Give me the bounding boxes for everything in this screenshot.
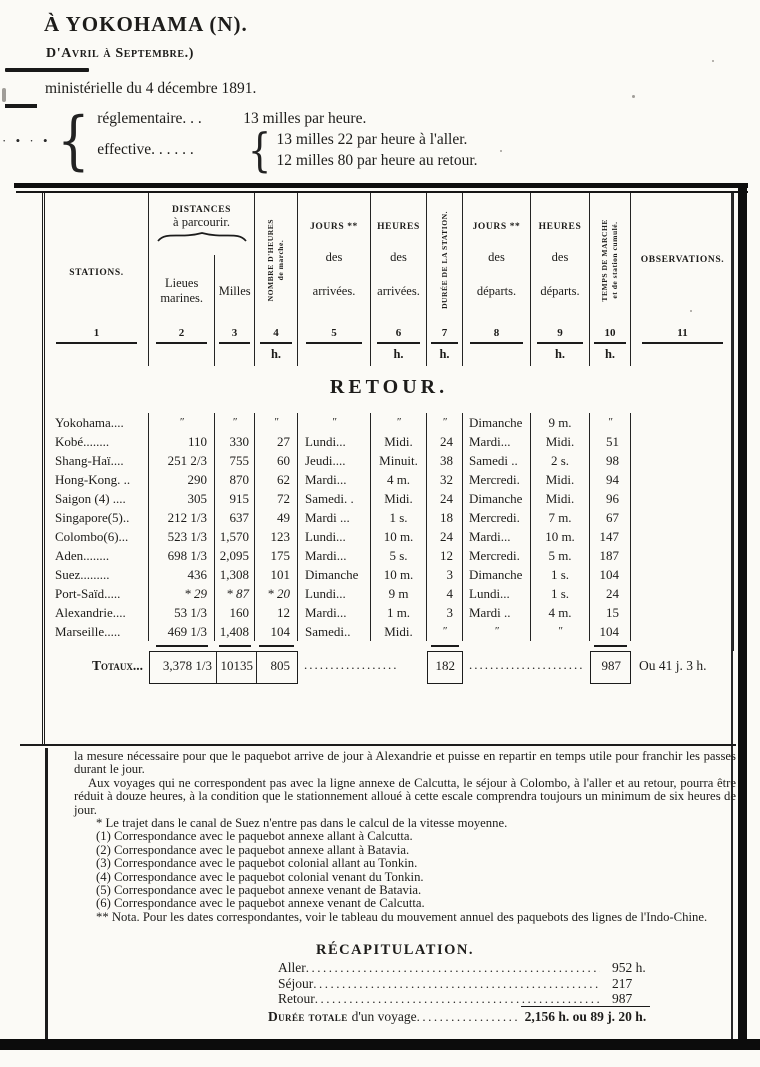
margin-dots: · • · •: [2, 133, 51, 148]
table-cell-r6c9: 10 m.: [531, 527, 590, 546]
table-cell-r4c4: 72: [255, 489, 298, 508]
table-cell-r1c9: Midi.: [531, 432, 590, 451]
table-cell-r5c3: 637: [215, 508, 255, 527]
table-cell-r10c2: 53 1/3: [149, 603, 215, 622]
table-cell-r11c6: Midi.: [371, 622, 427, 641]
unit-blank: [215, 344, 255, 366]
table-cell-r4c7: 24: [427, 489, 463, 508]
sum-rule: [594, 645, 627, 647]
table-cell-r0c10: ″: [590, 413, 631, 432]
scan-speck: [712, 60, 714, 62]
lieues-line2: marines.: [160, 291, 204, 305]
recap-total-row: [268, 1006, 720, 1025]
table-cell-r4c9: Midi.: [531, 489, 590, 508]
speed-row-reglementaire: [97, 110, 477, 128]
heures-arr-line3: arrivées.: [377, 283, 420, 298]
unit-blank: [631, 344, 734, 366]
dotted-leader: [306, 960, 600, 976]
temps-marche-line2: et de station cumulé.: [610, 221, 619, 299]
col-header-observations: [631, 193, 734, 327]
unit-blank: [463, 344, 531, 366]
table-cell-r3c8: Mercredi.: [463, 470, 531, 489]
units-row: [45, 344, 734, 366]
col-header-temps-marche: [590, 193, 631, 327]
scan-speck: [500, 150, 502, 152]
jours-arr-line3: arrivées.: [312, 283, 356, 298]
table-cell-r8c4: 101: [255, 565, 298, 584]
table-cell-r10c11: [631, 603, 734, 622]
table-cell-r6c11: [631, 527, 734, 546]
table-cell-r1c11: [631, 432, 734, 451]
unit-h-col6: h.: [371, 344, 427, 366]
table-cell-r5c1: Singapore(5)..: [45, 508, 149, 527]
table-cell-r0c5: ″: [298, 413, 371, 432]
table-cell-r7c2: 698 1/3: [149, 546, 215, 565]
masthead-rule: [5, 68, 89, 72]
table-cell-r1c8: Mardi...: [463, 432, 531, 451]
heures-dep-line2: des: [551, 250, 569, 264]
table-cell-r8c1: Suez.........: [45, 565, 149, 584]
table-cell-r10c9: 4 m.: [531, 603, 590, 622]
table-cell-r6c8: Mardi...: [463, 527, 531, 546]
heures-arr-line1: HEURES: [377, 221, 420, 232]
number-underline: [156, 342, 207, 344]
heures-dep-line1: HEURES: [538, 221, 582, 232]
sum-rule: [156, 645, 209, 647]
table-cell-r2c7: 38: [427, 451, 463, 470]
col-number-1: 1: [45, 327, 149, 344]
col-number-9: 9: [531, 327, 590, 344]
table-cell-r5c2: 212 1/3: [149, 508, 215, 527]
dotted-leader: [417, 1009, 521, 1025]
unit-blank: [298, 344, 371, 366]
inner-brace-icon: {: [248, 123, 272, 177]
totals-label: Totaux...: [92, 658, 143, 673]
temps-marche-line1: TEMPS DE MARCHE: [600, 218, 609, 302]
totals-dots-departs: ......................: [469, 657, 585, 672]
table-cell-r0c8: Dimanche: [463, 413, 531, 432]
speed-row-effective: [97, 123, 478, 177]
table-cell-r1c10: 51: [590, 432, 631, 451]
number-underline: [306, 342, 362, 344]
col-number-8: 8: [463, 327, 531, 344]
table-cell-r8c3: 1,308: [215, 565, 255, 584]
distances-group-title: [156, 193, 248, 255]
table-cell-r4c2: 305: [149, 489, 215, 508]
frame-bottom-border: [0, 1039, 760, 1050]
table-cell-r10c3: 160: [215, 603, 255, 622]
effective-label: effective. . . . . .: [97, 141, 194, 158]
effective-aller: 13 milles 22 par heure à l'aller.: [276, 131, 468, 148]
number-underline: [642, 342, 722, 344]
lieues-line1: Lieues: [165, 276, 199, 290]
table-cell-r10c5: Mardi...: [298, 603, 371, 622]
page-subtitle: D'Avril à Septembre.): [46, 46, 195, 61]
column-number-row: [45, 327, 734, 344]
table-cell-r7c4: 175: [255, 546, 298, 565]
table-cell-r10c8: Mardi ..: [463, 603, 531, 622]
table-cell-r11c1: Marseille.....: [45, 622, 149, 641]
scan-speck: [2, 88, 6, 102]
section-retour: [45, 366, 734, 413]
table-cell-r5c9: 7 m.: [531, 508, 590, 527]
scan-speck: [632, 95, 635, 98]
col-number-10: 10: [590, 327, 631, 344]
table-cell-r0c11: [631, 413, 734, 432]
col-number-2: 2: [149, 327, 215, 344]
recap-items: [278, 960, 698, 1007]
table-cell-r5c11: [631, 508, 734, 527]
stations-label: STATIONS.: [69, 268, 124, 278]
number-underline: [260, 342, 293, 344]
table-cell-r7c11: [631, 546, 734, 565]
page-title: À YOKOHAMA (N).: [44, 12, 248, 36]
table-cell-r7c8: Mercredi.: [463, 546, 531, 565]
overbrace-icon: [156, 230, 248, 243]
effective-values: [277, 129, 478, 171]
totals-lieues: 3,378 1/3: [162, 658, 212, 673]
distances-caps: DISTANCES: [171, 205, 232, 215]
number-underline: [219, 342, 249, 344]
recap-title: RÉCAPITULATION.: [316, 942, 474, 958]
table-cell-r9c4: * 20: [255, 584, 298, 603]
jours-dep-line3: départs.: [476, 283, 517, 298]
table-cell-r8c2: 436: [149, 565, 215, 584]
table-cell-r6c6: 10 m.: [371, 527, 427, 546]
reglementaire-value: 13 milles par heure.: [243, 110, 367, 127]
table-cell-r9c5: Lundi...: [298, 584, 371, 603]
totals-milles: 10135: [216, 652, 256, 683]
table-cell-r10c1: Alexandrie....: [45, 603, 149, 622]
table-cell-r6c10: 147: [590, 527, 631, 546]
col-header-heures-departs: [531, 193, 590, 327]
col-header-lieues: [149, 255, 214, 327]
table-cell-r4c11: [631, 489, 734, 508]
table-cell-r0c4: ″: [255, 413, 298, 432]
table-cell-r7c10: 187: [590, 546, 631, 565]
table-cell-r2c6: Minuit.: [371, 451, 427, 470]
heures-marche-label: [266, 219, 286, 301]
table-cell-r0c2: ″: [149, 413, 215, 432]
table-top-border: [14, 183, 748, 188]
section-title: RETOUR.: [329, 376, 449, 398]
table-cell-r1c7: 24: [427, 432, 463, 451]
number-underline: [377, 342, 420, 344]
table-cell-r7c7: 12: [427, 546, 463, 565]
sum-rule: [219, 645, 251, 647]
footnote-star: * Le trajet dans le canal de Suez n'entre pas dans le calcul de la vitesse moyenne.: [96, 816, 508, 831]
col-header-jours-arrivees: [298, 193, 371, 327]
temps-marche-label: [600, 219, 620, 302]
col-number-11: 11: [631, 327, 734, 344]
col-number-6: 6: [371, 327, 427, 344]
col-header-distances-group: [149, 193, 255, 327]
table-cell-r11c4: 104: [255, 622, 298, 641]
jours-arr-line1: JOURS **: [310, 221, 358, 232]
table-cell-r3c4: 62: [255, 470, 298, 489]
duree-station-line: DURÉE DE LA STATION.: [439, 211, 449, 309]
table-cell-r7c3: 2,095: [215, 546, 255, 565]
footnote-3: (3) Correspondance avec le paquebot colonial allant au Tonkin.: [96, 856, 418, 871]
col-number-4: 4: [255, 327, 298, 344]
table-cell-r5c8: Mercredi.: [463, 508, 531, 527]
number-underline: [594, 342, 625, 344]
duree-station-label: [440, 211, 450, 309]
table-cell-r2c3: 755: [215, 451, 255, 470]
table-cell-r4c1: Saigon (4) ....: [45, 489, 149, 508]
table-cell-r5c5: Mardi ...: [298, 508, 371, 527]
table-cell-r9c3: * 87: [215, 584, 255, 603]
totals-duree-station: 182: [427, 651, 463, 684]
table-cell-r8c5: Dimanche: [298, 565, 371, 584]
distances-subcolumns: [149, 255, 254, 327]
footnote-6: (6) Correspondance avec le paquebot annexe venant de Calcutta.: [96, 896, 425, 911]
jours-arr-line2: des: [325, 250, 343, 264]
jours-dep-line1: JOURS **: [472, 221, 521, 232]
recap-total-value: 2,156 h. ou 89 j. 20 h.: [521, 1006, 651, 1025]
distances-sub: à parcourir.: [173, 215, 230, 229]
table-cell-r10c4: 12: [255, 603, 298, 622]
totals-observation: Ou 41 j. 3 h.: [639, 658, 707, 673]
table-cell-r0c3: ″: [215, 413, 255, 432]
table-cell-r6c1: Colombo(6)...: [45, 527, 149, 546]
table-cell-r4c10: 96: [590, 489, 631, 508]
footnote-colombo: Aux voyages qui ne correspondent pas avec la ligne annexe de Calcutta, le séjour à Colombo, à l'aller et au retour, pourra être réduit à douze heures, à la condition que le stationnement alloué à cette escale comprendra toujours un minimum de six heures de jour.: [74, 775, 736, 817]
unit-h-col7: h.: [427, 344, 463, 366]
table-cell-r0c6: ″: [371, 413, 427, 432]
number-underline: [431, 342, 458, 344]
footnote-5: (5) Correspondance avec le paquebot annexe venant de Batavia.: [96, 883, 422, 898]
masthead-rule-short: [5, 104, 37, 108]
col-number-5: 5: [298, 327, 371, 344]
table-cell-r6c3: 1,570: [215, 527, 255, 546]
speed-rows: [97, 110, 478, 177]
frame-right-border: [738, 183, 747, 1045]
recap-row-aller: [278, 960, 698, 976]
recap-total-label-caps: Durée totale: [268, 1009, 348, 1024]
table-cell-r4c3: 915: [215, 489, 255, 508]
table-cell-r10c7: 3: [427, 603, 463, 622]
table-cell-r11c3: 1,408: [215, 622, 255, 641]
table-cell-r1c3: 330: [215, 432, 255, 451]
footnote-1: (1) Correspondance avec le paquebot annexe allant à Calcutta.: [96, 829, 413, 844]
dotted-leader: [315, 991, 600, 1007]
table-cell-r3c5: Mardi...: [298, 470, 371, 489]
left-brace-icon: {: [56, 104, 90, 178]
recap-sejour-value: 217: [612, 975, 633, 991]
table-cell-r3c9: Midi.: [531, 470, 590, 489]
table-cell-r8c8: Dimanche: [463, 565, 531, 584]
table-cell-r6c2: 523 1/3: [149, 527, 215, 546]
table-cell-r9c8: Lundi...: [463, 584, 531, 603]
table-cell-r3c3: 870: [215, 470, 255, 489]
table-cell-r6c5: Lundi...: [298, 527, 371, 546]
unit-h-col10: h.: [590, 344, 631, 366]
table-body: [45, 413, 734, 641]
table-cell-r9c10: 24: [590, 584, 631, 603]
reglementaire-label: réglementaire. . .: [97, 110, 202, 127]
sum-rule: [431, 645, 460, 647]
recap-aller-value: 952 h.: [612, 960, 646, 975]
table-cell-r4c5: Samedi. .: [298, 489, 371, 508]
table-cell-r3c7: 32: [427, 470, 463, 489]
table-cell-r0c1: Yokohama....: [45, 413, 149, 432]
table-cell-r2c2: 251 2/3: [149, 451, 215, 470]
observations-label: OBSERVATIONS.: [640, 255, 725, 265]
jours-dep-line2: des: [488, 250, 505, 264]
unit-blank: [149, 344, 215, 366]
heures-marche-line1: NOMBRE D'HEURES: [266, 218, 275, 302]
footnotes: [74, 750, 736, 924]
table-cell-r0c9: 9 m.: [531, 413, 590, 432]
table-cell-r6c7: 24: [427, 527, 463, 546]
table-cell-r11c11: [631, 622, 734, 641]
heures-marche-line2: de marche.: [276, 239, 285, 281]
recap-total-label-rest: d'un voyage: [351, 1009, 417, 1024]
col-number-7: 7: [427, 327, 463, 344]
table-cell-r8c7: 3: [427, 565, 463, 584]
recap-row-retour: [278, 991, 698, 1007]
number-underline: [470, 342, 522, 344]
table-cell-r2c10: 98: [590, 451, 631, 470]
table-cell-r9c1: Port-Saïd.....: [45, 584, 149, 603]
table-cell-r10c6: 1 m.: [371, 603, 427, 622]
table-cell-r2c11: [631, 451, 734, 470]
table-cell-r1c1: Kobé........: [45, 432, 149, 451]
col-header-jours-departs: [463, 193, 531, 327]
table-cell-r1c2: 110: [149, 432, 215, 451]
number-underline: [56, 342, 136, 344]
table-cell-r11c5: Samedi..: [298, 622, 371, 641]
table-cell-r3c11: [631, 470, 734, 489]
table-cell-r11c8: ″: [463, 622, 531, 641]
recap-retour-label: Retour: [278, 991, 315, 1006]
table-cell-r3c2: 290: [149, 470, 215, 489]
table-cell-r11c2: 469 1/3: [149, 622, 215, 641]
table-cell-r8c10: 104: [590, 565, 631, 584]
sum-rule: [259, 645, 293, 647]
number-underline: [537, 342, 582, 344]
totals-dots-arrivees: ..................: [304, 657, 399, 672]
dotted-leader: [313, 976, 600, 992]
timetable: [42, 193, 734, 744]
table-cell-r5c4: 49: [255, 508, 298, 527]
sum-line-row: [45, 641, 734, 651]
table-cell-r1c5: Lundi...: [298, 432, 371, 451]
speed-block: [2, 104, 478, 178]
table-cell-r1c6: Midi.: [371, 432, 427, 451]
col-number-3: 3: [215, 327, 255, 344]
table-header: [45, 193, 734, 327]
recap-row-sejour: [278, 976, 698, 992]
table-cell-r7c1: Aden........: [45, 546, 149, 565]
totals-temps-cumule: 987: [590, 651, 631, 684]
col-header-milles: [214, 255, 254, 327]
footnote-2: (2) Correspondance avec le paquebot annexe allant à Batavia.: [96, 842, 410, 857]
table-cell-r1c4: 27: [255, 432, 298, 451]
table-cell-r10c10: 15: [590, 603, 631, 622]
table-cell-r11c9: ″: [531, 622, 590, 641]
table-cell-r9c2: * 29: [149, 584, 215, 603]
footnote-4: (4) Correspondance avec le paquebot colonial venant du Tonkin.: [96, 869, 424, 884]
unit-h-col4: h.: [255, 344, 298, 366]
footnote-nota: ** Nota. Pour les dates correspondantes, voir le tableau du mouvement annuel des paquebots des lignes de l'Indo-Chine.: [96, 909, 708, 924]
totals-row: [45, 651, 734, 684]
recap-retour-value: 987: [612, 991, 633, 1006]
table-cell-r5c6: 1 s.: [371, 508, 427, 527]
table-cell-r2c8: Samedi ..: [463, 451, 531, 470]
col-header-stations: [45, 193, 149, 327]
col-header-duree-station: [427, 193, 463, 327]
table-cell-r5c10: 67: [590, 508, 631, 527]
table-cell-r4c6: Midi.: [371, 489, 427, 508]
table-cell-r8c11: [631, 565, 734, 584]
effective-retour: 12 milles 80 par heure au retour.: [276, 152, 478, 169]
table-cell-r11c7: ″: [427, 622, 463, 641]
heures-dep-line3: départs.: [540, 283, 580, 298]
table-cell-r4c8: Dimanche: [463, 489, 531, 508]
decree-line: ministérielle du 4 décembre 1891.: [45, 80, 257, 97]
table-cell-r2c9: 2 s.: [531, 451, 590, 470]
table-cell-r11c10: 104: [590, 622, 631, 641]
milles-label: Milles: [218, 283, 251, 298]
table-cell-r2c5: Jeudi....: [298, 451, 371, 470]
notes-left-border: [45, 748, 48, 1039]
table-cell-r0c7: ″: [427, 413, 463, 432]
table-cell-r9c11: [631, 584, 734, 603]
table-cell-r9c7: 4: [427, 584, 463, 603]
table-cell-r3c6: 4 m.: [371, 470, 427, 489]
table-cell-r2c4: 60: [255, 451, 298, 470]
unit-blank: [45, 344, 149, 366]
totals-heures-marche: 805: [256, 652, 297, 683]
table-notes-separator: [20, 744, 736, 746]
table-cell-r3c10: 94: [590, 470, 631, 489]
table-cell-r8c9: 1 s.: [531, 565, 590, 584]
table-cell-r9c9: 1 s.: [531, 584, 590, 603]
table-cell-r5c7: 18: [427, 508, 463, 527]
col-header-heures-marche: [255, 193, 298, 327]
footnote-continuation: la mesure nécessaire pour que le paquebot arrive de jour à Alexandrie et puisse en repartir en temps utile pour franchir les passes durant le jour.: [74, 749, 736, 777]
heures-arr-line2: des: [390, 250, 407, 264]
table-cell-r6c4: 123: [255, 527, 298, 546]
table-cell-r7c9: 5 m.: [531, 546, 590, 565]
recap-sejour-label: Séjour: [278, 975, 314, 991]
table-cell-r2c1: Shang-Haï....: [45, 451, 149, 470]
table-cell-r7c6: 5 s.: [371, 546, 427, 565]
unit-h-col9: h.: [531, 344, 590, 366]
table-cell-r8c6: 10 m.: [371, 565, 427, 584]
table-cell-r7c5: Mardi...: [298, 546, 371, 565]
recap-aller-label: Aller: [278, 960, 306, 975]
table-cell-r3c1: Hong-Kong. ..: [45, 470, 149, 489]
totals-distance-box: [149, 651, 298, 684]
table-cell-r9c6: 9 m: [371, 584, 427, 603]
col-header-heures-arrivees: [371, 193, 427, 327]
